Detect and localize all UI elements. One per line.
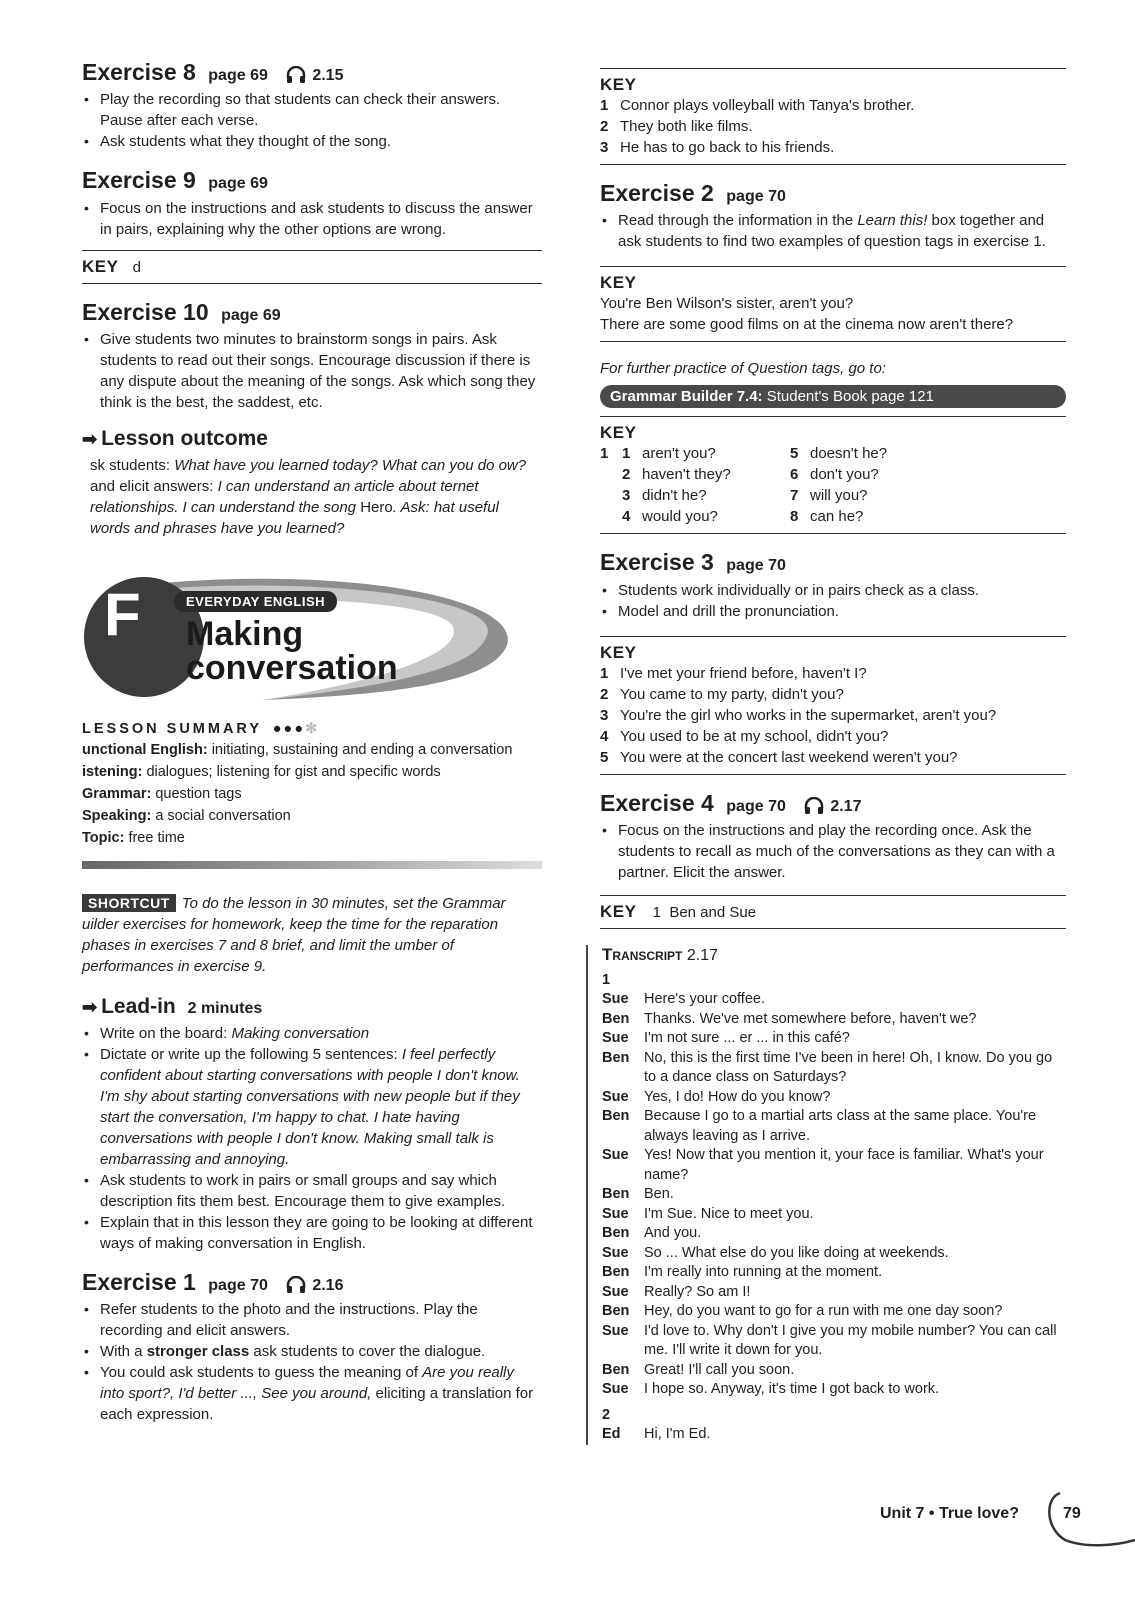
speaker: Ben: [602, 1225, 630, 1242]
summary-heading: [82, 721, 542, 737]
key-number: 6: [790, 466, 799, 484]
speech: Really? So am I!: [644, 1283, 751, 1300]
key-row: [622, 443, 790, 464]
bullet: • Ask students what they thought of the song.: [82, 131, 542, 152]
key-value: d: [132, 258, 141, 276]
exercise-10-bullets: [82, 329, 542, 413]
further-practice: For further practice of Question tags, go to:: [600, 360, 886, 378]
exercise-page: page 69: [208, 67, 268, 84]
text: Read through the information in the: [618, 212, 858, 230]
key-number: 5: [600, 748, 609, 766]
key-block-2: [600, 267, 1066, 335]
key-text: didn't he?: [642, 487, 707, 505]
bullet: • Give students two minutes to brainstorm songs in pairs. Ask students to read out their songs. Encourage discussion if there is any dispute about the meaning of the songs. Ask which song they think is the best, the saddest, etc.: [82, 329, 542, 413]
audio-track: [286, 66, 343, 85]
lesson-outcome-title: Lesson outcome: [101, 426, 268, 450]
divider: [600, 533, 1066, 534]
key-row: [790, 443, 887, 464]
summary-label: Grammar:: [82, 785, 152, 802]
key-row: [600, 663, 1066, 684]
summary-row: [82, 739, 542, 761]
audio-number: 2.16: [312, 1277, 344, 1295]
right-column: [600, 68, 1066, 1445]
transcript-line: [602, 1361, 1066, 1381]
exercise-2-bullets: [600, 210, 1066, 252]
speaker: Sue: [602, 1381, 629, 1398]
banner-title: [186, 614, 398, 687]
grammar-builder-text: Student's Book page 121: [762, 388, 934, 406]
speech: Here's your coffee.: [644, 991, 765, 1008]
lead-in-title: Lead-in: [101, 994, 176, 1018]
key-label: KEY: [600, 75, 637, 94]
headphones-icon: [286, 66, 306, 84]
key-label: KEY: [600, 423, 637, 443]
text: Write on the board:: [100, 1024, 232, 1042]
key-number: 4: [600, 727, 609, 745]
lead-in-heading: [82, 995, 542, 1019]
summary-label: istening:: [82, 763, 143, 780]
transcript-line: [602, 1205, 1066, 1225]
summary-row: [82, 783, 542, 805]
key-number: 3: [622, 487, 631, 505]
audio-track: [804, 797, 861, 816]
text: and elicit answers:: [90, 477, 218, 495]
speaker: Ben: [602, 1303, 630, 1320]
key-text: You're the girl who works in the supermarket, aren't you?: [620, 706, 997, 724]
key-row: [600, 116, 1066, 137]
speech: Great! I'll call you soon.: [644, 1361, 795, 1378]
summary-label: Speaking:: [82, 807, 152, 824]
exercise-2-heading: [600, 181, 1066, 206]
transcript-line: [602, 1263, 1066, 1283]
exercise-title: Exercise 2: [600, 180, 714, 206]
speaker: Ben: [602, 1186, 630, 1203]
key-row: [622, 464, 790, 485]
speaker: Sue: [602, 1283, 629, 1300]
bullet: [82, 1044, 542, 1170]
speaker: Ben: [602, 1049, 630, 1066]
speaker: Sue: [602, 991, 629, 1008]
exercise-page: page 70: [726, 557, 786, 575]
key-number: 3: [600, 706, 609, 724]
summary-text: dialogues; listening for gist and specific words: [142, 763, 441, 780]
summary-text: question tags: [151, 785, 242, 802]
speaker: Sue: [602, 1030, 629, 1047]
exercise-title: Exercise 8: [82, 59, 196, 85]
speaker: Sue: [602, 1205, 629, 1222]
transcript-section: 1: [602, 971, 611, 988]
lesson-banner: [82, 575, 542, 715]
key-row: [790, 506, 887, 527]
exercise-4-bullets: [600, 820, 1066, 883]
exercise-9-heading: [82, 168, 542, 193]
speech: Yes! Now that you mention it, your face is familiar. What's your name?: [644, 1147, 1044, 1183]
key-col-right: [790, 443, 887, 527]
banner-tag: EVERYDAY ENGLISH: [174, 591, 337, 612]
audio-number: 2.15: [312, 67, 344, 85]
key-block-1: [600, 69, 1066, 158]
lesson-summary: [82, 721, 542, 869]
text: . Ask:: [392, 498, 434, 516]
key-number: 5: [790, 445, 799, 463]
speech: Ben.: [644, 1186, 674, 1203]
lead-in-bullets: [82, 1023, 542, 1254]
bullet: [82, 1341, 542, 1362]
divider: [600, 164, 1066, 165]
exercise-page: page 69: [208, 175, 268, 193]
speaker: Ed: [602, 1426, 621, 1443]
transcript-line: [602, 1380, 1066, 1400]
transcript-line: [602, 1088, 1066, 1108]
bullet: • Focus on the instructions and play the recording once. Ask the students to recall as much of the conversations as they can with a partner. Elicit the answer.: [600, 820, 1066, 883]
summary-dots: ●●●✻: [272, 720, 320, 737]
key-text: He has to go back to his friends.: [620, 139, 835, 156]
exercise-page: page 70: [208, 1276, 268, 1294]
text: ask students to cover the dialogue.: [249, 1343, 486, 1361]
key-number: 8: [790, 508, 799, 526]
lead-in-minutes: 2 minutes: [187, 999, 263, 1017]
text: stronger class: [146, 1343, 250, 1361]
shortcut-text: To do the lesson in 30 minutes, set the Grammar uilder exercises for homework, keep the time for the reparation phases in exercises 7 and 8 brief, and limit the umber of performances in exercise 9.: [82, 894, 506, 975]
key-text: You were at the concert last weekend weren't you?: [620, 748, 958, 766]
transcript-line: [602, 1425, 1066, 1445]
transcript-line: [602, 1146, 1066, 1185]
transcript-line: [602, 1244, 1066, 1264]
bullet: [82, 1362, 542, 1425]
key-text: You used to be at my school, didn't you?: [620, 727, 889, 745]
exercise-title: Exercise 4: [600, 789, 714, 816]
key-text: aren't you?: [642, 445, 716, 463]
speaker: Ben: [602, 1010, 630, 1027]
summary-text: initiating, sustaining and ending a conversation: [207, 741, 513, 758]
key-text: There are some good films on at the cinema now aren't there?: [600, 316, 1014, 334]
exercise-1-heading: [82, 1270, 542, 1295]
exercise-8-bullets: [82, 89, 542, 152]
text: Hero: [360, 498, 393, 516]
speech: I hope so. Anyway, it's time I got back to work.: [644, 1381, 940, 1398]
arrow-icon: ➡: [82, 996, 98, 1017]
speech: No, this is the first time I've been in here! Oh, I know. Do you go to a dance class on Saturdays?: [644, 1049, 1053, 1086]
key-row: [600, 726, 1066, 747]
transcript-number: 2.17: [686, 946, 718, 964]
key-number: 1: [600, 664, 609, 682]
text: I can understand an article about ternet relationships. I can understand the song: [90, 477, 479, 516]
shortcut-badge: SHORTCUT: [82, 894, 176, 912]
footer-unit: Unit 7 • True love?: [880, 1505, 1019, 1522]
exercise-page: page 70: [726, 188, 786, 205]
exercise-page: page 69: [221, 306, 281, 324]
exercise-8-heading: [82, 60, 542, 85]
summary-label: unctional English:: [82, 741, 208, 758]
page-number-swoosh: [1040, 1488, 1135, 1548]
key-row: [600, 684, 1066, 705]
key-text: can he?: [810, 508, 864, 526]
key-label: KEY: [82, 256, 119, 276]
transcript-heading: [602, 945, 1066, 965]
exercise-page: page 70: [726, 797, 786, 815]
key-row: [600, 137, 1066, 158]
speech: I'm Sue. Nice to meet you.: [644, 1205, 814, 1222]
key-number: 3: [600, 139, 609, 156]
speaker: Sue: [602, 1322, 629, 1339]
headphones-icon: [804, 797, 824, 815]
transcript-line: [602, 1283, 1066, 1303]
headphones-icon: [286, 1276, 306, 1294]
speech: Hi, I'm Ed.: [644, 1426, 711, 1443]
key-row: [600, 95, 1066, 116]
key-text: haven't they?: [642, 466, 731, 484]
exercise-title: Exercise 1: [82, 1268, 196, 1295]
summary-row: [82, 761, 542, 783]
exercise-1-bullets: [82, 1299, 542, 1425]
key-row: [622, 485, 790, 506]
key-text: Connor plays volleyball with Tanya's brother.: [620, 97, 915, 114]
summary-label: Topic:: [82, 829, 125, 846]
key-block-4: [600, 637, 1066, 768]
key-row: [790, 485, 887, 506]
speaker: Sue: [602, 1088, 629, 1105]
key-col-left: [622, 443, 790, 527]
transcript-title: Transcript: [602, 944, 683, 964]
exercise-10-heading: [82, 300, 542, 325]
transcript-line: [602, 1322, 1066, 1361]
summary-row: [82, 827, 542, 849]
key-row: [600, 705, 1066, 726]
bullet: • Model and drill the pronunciation.: [600, 601, 1066, 622]
transcript-line: [602, 1185, 1066, 1205]
text: hat useful words and phrases have you learned?: [90, 498, 499, 537]
key-number: 2: [622, 466, 631, 484]
exercise-4-heading: [600, 791, 1066, 816]
speech: Yes, I do! How do you know?: [644, 1088, 831, 1105]
summary-heading-text: LESSON SUMMARY: [82, 720, 262, 737]
key-text: doesn't he?: [810, 445, 888, 463]
key-text: They both like films.: [620, 118, 753, 135]
transcript-line: [602, 1302, 1066, 1322]
key-grid: [600, 443, 1066, 527]
key-text: will you?: [810, 487, 868, 505]
exercise-3-heading: [600, 550, 1066, 575]
page-number: 79: [1063, 1505, 1081, 1522]
key-label: KEY: [600, 642, 637, 662]
key-number: 2: [600, 685, 609, 703]
key-row: [600, 747, 1066, 768]
transcript-line: [602, 1010, 1066, 1030]
exercise-3-bullets: [600, 580, 1066, 622]
bullet: • Students work individually or in pairs check as a class.: [600, 580, 1066, 601]
speaker: Sue: [602, 1244, 629, 1261]
key-number: 1: [622, 445, 631, 463]
summary-divider: [82, 861, 542, 869]
key-text: don't you?: [810, 466, 879, 484]
summary-text: a social conversation: [151, 807, 291, 824]
key-label: KEY: [600, 901, 637, 921]
text: Learn this!: [857, 212, 928, 230]
bullet: • Explain that in this lesson they are going to be looking at different ways of making conversation in English.: [82, 1212, 542, 1254]
text: I feel perfectly confident about starting conversations with people I don't know. I'm shy about starting conversations with new people but if they start the conversation, I'm happy to chat. I hate having conversations with people I don't know. Making small talk is embarrassing and annoying.: [100, 1045, 520, 1168]
banner-title-line: conversation: [186, 648, 398, 687]
bullet: • Focus on the instructions and ask students to discuss the answer in pairs, explaining why the other options are wrong.: [82, 198, 542, 240]
bullet: [82, 1023, 542, 1044]
transcript: [586, 945, 1066, 1445]
text: Making conversation: [231, 1024, 370, 1042]
audio-track: [286, 1276, 343, 1295]
shortcut-note: [82, 893, 542, 977]
key-text: You're Ben Wilson's sister, aren't you?: [600, 295, 854, 313]
text: sk students:: [90, 456, 175, 474]
key-number: 1: [600, 97, 609, 114]
text: You could ask students to guess the meaning of: [100, 1364, 423, 1382]
divider: [82, 283, 542, 284]
speaker: Sue: [602, 1147, 629, 1164]
speech: I'm really into running at the moment.: [644, 1264, 883, 1281]
speaker: Ben: [602, 1264, 630, 1281]
exercise-title: Exercise 10: [82, 298, 209, 325]
banner-letter: F: [104, 580, 141, 648]
transcript-line: [602, 1107, 1066, 1146]
summary-text: free time: [124, 829, 185, 846]
text: Dictate or write up the following 5 sentences:: [100, 1045, 402, 1063]
text: box together and ask students to find two examples of question tags in exercise 1.: [618, 212, 1046, 251]
exercise-title: Exercise 3: [600, 549, 714, 576]
arrow-icon: ➡: [82, 428, 98, 449]
transcript-lines: [602, 1425, 1066, 1445]
text: With a: [100, 1343, 147, 1361]
speech: I'd love to. Why don't I give you my mobile number? You can call me. I'll write it down for you.: [644, 1322, 1057, 1359]
exercise-title: Exercise 9: [82, 167, 196, 194]
text: eliciting a translation for each expression.: [100, 1385, 534, 1424]
exercise-9-bullets: [82, 198, 542, 240]
transcript-line: [602, 1029, 1066, 1049]
speech: Because I go to a martial arts class at the same place. You're always leaving as I arrive.: [644, 1108, 1037, 1144]
key-number: 4: [622, 508, 631, 526]
left-column: [82, 60, 542, 1425]
key-row: [790, 464, 887, 485]
key-label: KEY: [600, 273, 637, 293]
summary-row: [82, 805, 542, 827]
bullet: • Refer students to the photo and the instructions. Play the recording and elicit answers.: [82, 1299, 542, 1341]
bullet: • Ask students to work in pairs or small groups and say which description fits them best. Encourage them to give examples.: [82, 1170, 542, 1212]
transcript-line: [602, 1224, 1066, 1244]
divider: [600, 774, 1066, 775]
bullet: • Play the recording so that students can check their answers. Pause after each verse.: [82, 89, 542, 131]
text: Are you really into sport?, I'd better ..., See you around,: [100, 1364, 514, 1403]
bullet: [600, 210, 1066, 252]
speech: And you.: [644, 1225, 702, 1242]
transcript-line: [602, 990, 1066, 1010]
key-number: 2: [600, 118, 609, 135]
grammar-builder-bar: [600, 385, 1066, 408]
grammar-builder-label: Grammar Builder 7.4:: [610, 388, 763, 406]
key-block-3: [600, 417, 1066, 527]
lesson-outcome-text: [82, 455, 542, 539]
key-text: I've met your friend before, haven't I?: [620, 664, 867, 682]
speaker: Ben: [602, 1108, 630, 1125]
audio-number: 2.17: [830, 798, 862, 816]
speech: I'm not sure ... er ... in this café?: [644, 1030, 850, 1047]
speech: So ... What else do you like doing at weekends.: [644, 1244, 949, 1261]
speech: Hey, do you want to go for a run with me one day soon?: [644, 1303, 1003, 1320]
key-text: You came to my party, didn't you?: [620, 685, 844, 703]
key-block-5: [600, 896, 1066, 928]
key-row: [622, 506, 790, 527]
divider: [600, 928, 1066, 929]
text: What have you learned today? What can you do ow?: [174, 456, 527, 474]
speech: Thanks. We've met somewhere before, haven't we?: [644, 1010, 977, 1027]
transcript-line: [602, 1049, 1066, 1088]
lesson-outcome-heading: [82, 427, 542, 451]
exercise-9-key: [82, 251, 542, 283]
speaker: Ben: [602, 1361, 630, 1378]
divider: [600, 341, 1066, 342]
key-number: 1: [600, 445, 609, 463]
key-text: would you?: [642, 508, 718, 526]
key-number: 7: [790, 487, 799, 505]
banner-title-line: Making: [186, 614, 304, 653]
key-text: 1 Ben and Sue: [652, 903, 757, 921]
transcript-section: 2: [602, 1406, 611, 1423]
transcript-lines: [602, 990, 1066, 1400]
